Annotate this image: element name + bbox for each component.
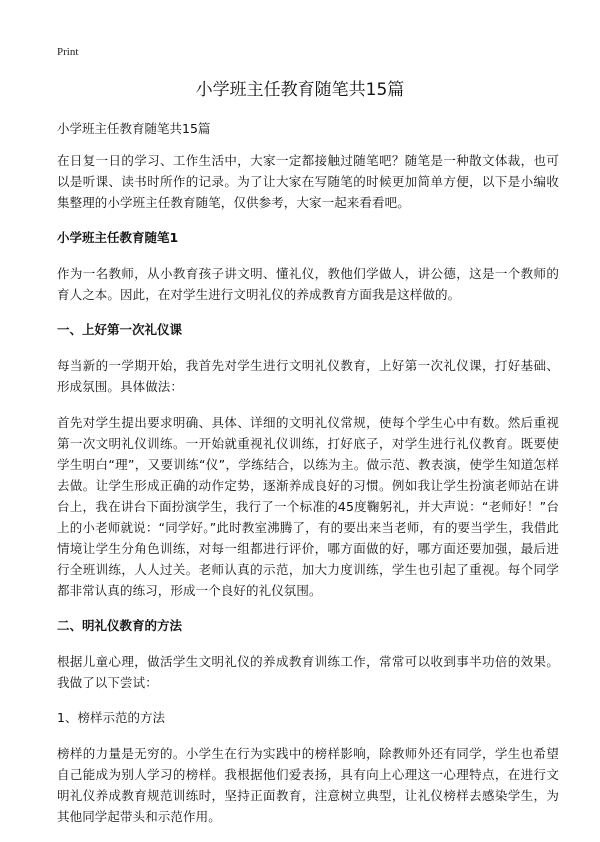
document-subtitle: 小学班主任教育随笔共15篇 [57,121,211,136]
section2-heading: 二、明礼仪教育的方法 [57,618,183,633]
section1-paragraph-1: 每当新的一学期开始，我首先对学生进行文明礼仪教育，上好第一次礼仪课，打好基础、形成氛围。具体做法： [57,358,559,394]
section1-paragraph-2: 首先对学生提出要求明确、具体、详细的文明礼仪常规，使每个学生心中有数。然后重视第一次文明礼仪训练。一开始就重视礼仪训练，打好底子，对学生进行礼仪教育。既要使学生明白“理”，又要训练“仪”，学练结合，以练为主。做示范、教表演，使学生知道怎样去做。让学生形成正确的动作定势，逐渐养成良好的习惯。例如我让学生扮演老师站在讲台上，我在讲台下面扮演学生，我行了一个标准的45度鞠躬礼，并大声说：“老师好！”台上的小老师就说：“同学好。”此时教室沸腾了，有的要出来当老师，有的要当学生，我借此情境让学生分角色训练，对每一组都进行评价，哪方面做的好，哪方面还要加强，最后进行全班训练，人人过关。老师认真的示范，加大力度训练，学生也引起了重视。每个同学都非常认真的练习，形成一个良好的礼仪氛围。 [57,415,559,598]
document-body [57,119,559,842]
section2-paragraph-1: 根据儿童心理，做活学生文明礼仪的养成教育训练工作，常常可以收到事半功倍的效果。我做了以下尝试： [57,654,559,690]
section1-heading: 一、上好第一次礼仪课 [57,322,183,337]
print-label[interactable]: Print [57,46,79,58]
intro-paragraph: 在日复一日的学习、工作生活中，大家一定都接触过随笔吧？随笔是一种散文体裁，也可以是听课、读书时所作的记录。为了让大家在写随笔的时候更加简单方便，以下是小编收集整理的小学班主任教育随笔，仅供参考，大家一起来看看吧。 [57,153,559,210]
essay1-intro-paragraph: 作为一名教师，从小教育孩子讲文明、懂礼仪，教他们学做人，讲公德，这是一个教师的育人之本。因此，在对学生进行文明礼仪的养成教育方面我是这样做的。 [57,266,559,302]
method1-heading: 1、榜样示范的方法 [57,710,165,725]
method1-paragraph-1: 榜样的力量是无穷的。小学生在行为实践中的榜样影响，除教师外还有同学，学生也希望自己能成为别人学习的榜样。我根据他们爱表扬，具有向上心理这一心理特点，在进行文明礼仪养成教育规范训练时，坚持正面教育，注意树立典型，让礼仪榜样去感染学生，为其他同学起带头和示范作用。 [57,746,559,824]
essay1-heading: 小学班主任教育随笔1 [57,230,179,245]
document-title: 小学班主任教育随笔共15篇 [195,80,405,100]
